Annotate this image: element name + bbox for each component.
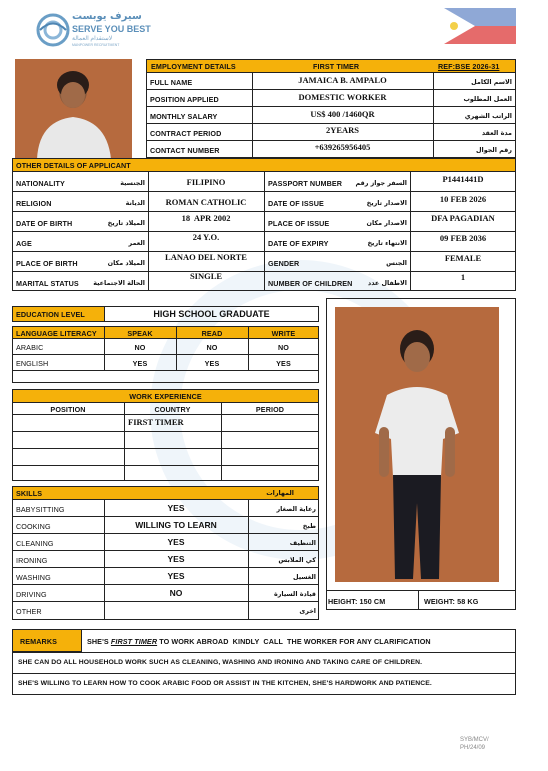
skill-label: CLEANING (16, 539, 54, 548)
row-arabic: مدة العقد (481, 129, 512, 137)
row-label: POSITION APPLIED (150, 95, 219, 104)
birthplace-value: LANAO DEL NORTE (165, 252, 247, 262)
logo-english: SERVE YOU BEST (72, 24, 151, 34)
birthplace-arabic: الميلاد مكان (107, 259, 145, 267)
skill-arabic: التنظيف (289, 539, 316, 547)
full-name-value: JAMAICA B. AMPALO (298, 75, 387, 85)
expiry-value: 09 FEB 2036 (439, 233, 487, 243)
col-position: POSITION (50, 405, 86, 414)
remarks-line-1b: FIRST TIMER (110, 637, 158, 646)
issue-place-arabic: الاصدار مكان (366, 219, 407, 227)
nationality-label: NATIONALITY (16, 179, 65, 188)
issue-date-value: 10 FEB 2026 (439, 194, 487, 204)
skill-arabic: رعاية الصغار (276, 505, 316, 513)
skill-label: COOKING (16, 522, 51, 531)
philippine-flag-icon (444, 8, 516, 44)
skill-label: WASHING (16, 573, 51, 582)
logo-icon (36, 13, 70, 47)
skill-value: YES (167, 503, 185, 513)
marital-label: MARITAL STATUS (16, 279, 79, 288)
gender-arabic: الجنس (386, 259, 407, 267)
col-read: READ (201, 329, 223, 338)
remarks-line-1c: TO WORK ABROAD KINDLY CALL THE WORKER FOR ANY CLARIFICATION (157, 637, 431, 646)
marital-value: SINGLE (189, 271, 223, 281)
religion-value: ROMAN CATHOLIC (165, 197, 247, 207)
nationality-arabic: الجنسية (120, 179, 145, 187)
issue-date-label: DATE OF ISSUE (268, 199, 324, 208)
religion-label: RELIGION (16, 199, 52, 208)
religion-arabic: الديانة (125, 199, 145, 207)
row-label: CONTRACT PERIOD (150, 129, 222, 138)
skill-arabic: اخرى (299, 607, 316, 615)
passport-arabic: السفر جواز رقم (355, 179, 407, 187)
col-country: COUNTRY (154, 405, 191, 414)
row-arabic: الاسم الكامل (471, 78, 512, 86)
skill-arabic: قيادة السيارة (273, 590, 316, 598)
education-label: EDUCATION LEVEL (16, 310, 85, 319)
passport-label: PASSPORT NUMBER (268, 179, 343, 188)
age-label: AGE (16, 239, 32, 248)
skill-label: DRIVING (16, 590, 47, 599)
col-period: PERIOD (255, 405, 285, 414)
logo-tagline-ar: لاستقدام العمالة (72, 36, 113, 42)
reference-number: REF:BSE 2026-31 (438, 62, 500, 71)
remarks-line-1 (87, 637, 431, 646)
skill-value: YES (167, 571, 185, 581)
language-name: ENGLISH (16, 359, 49, 368)
skills-title: SKILLS (16, 489, 43, 498)
issue-place-label: PLACE OF ISSUE (268, 219, 330, 228)
skill-value: YES (167, 554, 185, 564)
children-label: NUMBER OF CHILDREN (268, 279, 353, 288)
row-label: CONTACT NUMBER (150, 146, 220, 155)
expiry-arabic: الانتهاء تاريخ (367, 239, 407, 247)
english-read: YES (204, 359, 220, 368)
issue-place-value: DFA PAGADIAN (431, 213, 495, 223)
education-value: HIGH SCHOOL GRADUATE (153, 309, 270, 319)
skill-label: IRONING (16, 556, 48, 565)
birthplace-label: PLACE OF BIRTH (16, 259, 78, 268)
row-arabic: العمل المطلوب (463, 95, 512, 103)
weight-value: WEIGHT: 58 KG (424, 597, 479, 606)
company-logo (36, 11, 151, 51)
dob-value: 18 APR 2002 (181, 213, 231, 223)
language-title: LANGUAGE LITERACY (16, 329, 97, 338)
skill-value: NO (169, 588, 183, 598)
expiry-label: DATE OF EXPIRY (268, 239, 329, 248)
skill-label: BABYSITTING (16, 505, 65, 514)
language-name: ARABIC (16, 343, 44, 352)
passport-value: P1441441D (442, 174, 484, 184)
other-details-title: OTHER DETAILS OF APPLICANT (16, 161, 131, 170)
skill-value: WILLING TO LEARN (135, 520, 217, 530)
salary-value: US$ 400 /1460QR (310, 109, 375, 119)
gender-label: GENDER (268, 259, 300, 268)
row-arabic: الراتب الشهري (464, 112, 512, 120)
skill-arabic: طبخ (302, 522, 316, 530)
skill-label: OTHER (16, 607, 42, 616)
remarks-line-1a: SHE'S (87, 637, 111, 646)
issue-date-arabic: الاصدار تاريخ (366, 199, 407, 207)
row-label: MONTHLY SALARY (150, 112, 218, 121)
remarks-line-3: SHE'S WILLING TO LEARN HOW TO COOK ARABIC FOOD OR ASSIST IN THE KITCHEN, SHE'S HARDWORK AND PATIENCE. (18, 680, 432, 687)
work-title: WORK EXPERIENCE (129, 392, 202, 401)
logo-tagline-en: MANPOWER RECRUITMENT (72, 43, 120, 47)
position-value: DOMESTIC WORKER (298, 92, 387, 102)
row-arabic: رقم الجوال (475, 146, 512, 154)
col-speak: SPEAK (127, 329, 153, 338)
dob-arabic: الميلاد تاريخ (107, 219, 145, 227)
english-write: YES (276, 359, 291, 368)
arabic-write: NO (278, 343, 289, 352)
nationality-value: FILIPINO (186, 177, 226, 187)
age-arabic: العمر (128, 239, 145, 247)
work-first-timer: FIRST TIMER (128, 417, 184, 427)
applicant-full-body-photo (335, 307, 499, 582)
english-speak: YES (132, 359, 148, 368)
remarks-line-2: SHE CAN DO ALL HOUSEHOLD WORK SUCH AS CLEANING, WASHING AND IRONING AND TAKING CARE OF CHILDREN. (18, 659, 423, 666)
applicant-portrait-photo (15, 59, 132, 159)
skills-title-ar: المهارات (266, 489, 294, 497)
arabic-read: NO (206, 343, 218, 352)
col-write: WRITE (271, 329, 296, 338)
status-first-timer: FIRST TIMER (313, 62, 360, 71)
skill-arabic: كي الملابس (278, 556, 316, 564)
children-value: 1 (460, 272, 466, 282)
footer-code-1: SYB/MCV/ (460, 737, 489, 743)
row-label: FULL NAME (150, 78, 193, 87)
footer-code-2: PH/24/09 (460, 745, 486, 751)
gender-value: FEMALE (444, 253, 482, 263)
dob-label: DATE OF BIRTH (16, 219, 73, 228)
employment-title: EMPLOYMENT DETAILS (151, 62, 236, 71)
contract-value: 2YEARS (325, 125, 360, 135)
skill-arabic: الغسيل (292, 573, 316, 581)
arabic-speak: NO (134, 343, 146, 352)
skill-value: YES (167, 537, 185, 547)
age-value: 24 Y.O. (192, 232, 220, 242)
marital-arabic: الحالة الاجتماعية (93, 279, 145, 287)
logo-arabic: سيرف يوبست (72, 11, 142, 22)
children-arabic: الاطفال عدد (367, 279, 407, 287)
contact-value: +639265956405 (314, 142, 371, 152)
remarks-label: REMARKS (20, 637, 58, 646)
height-value: HEIGHT: 150 CM (328, 597, 386, 606)
